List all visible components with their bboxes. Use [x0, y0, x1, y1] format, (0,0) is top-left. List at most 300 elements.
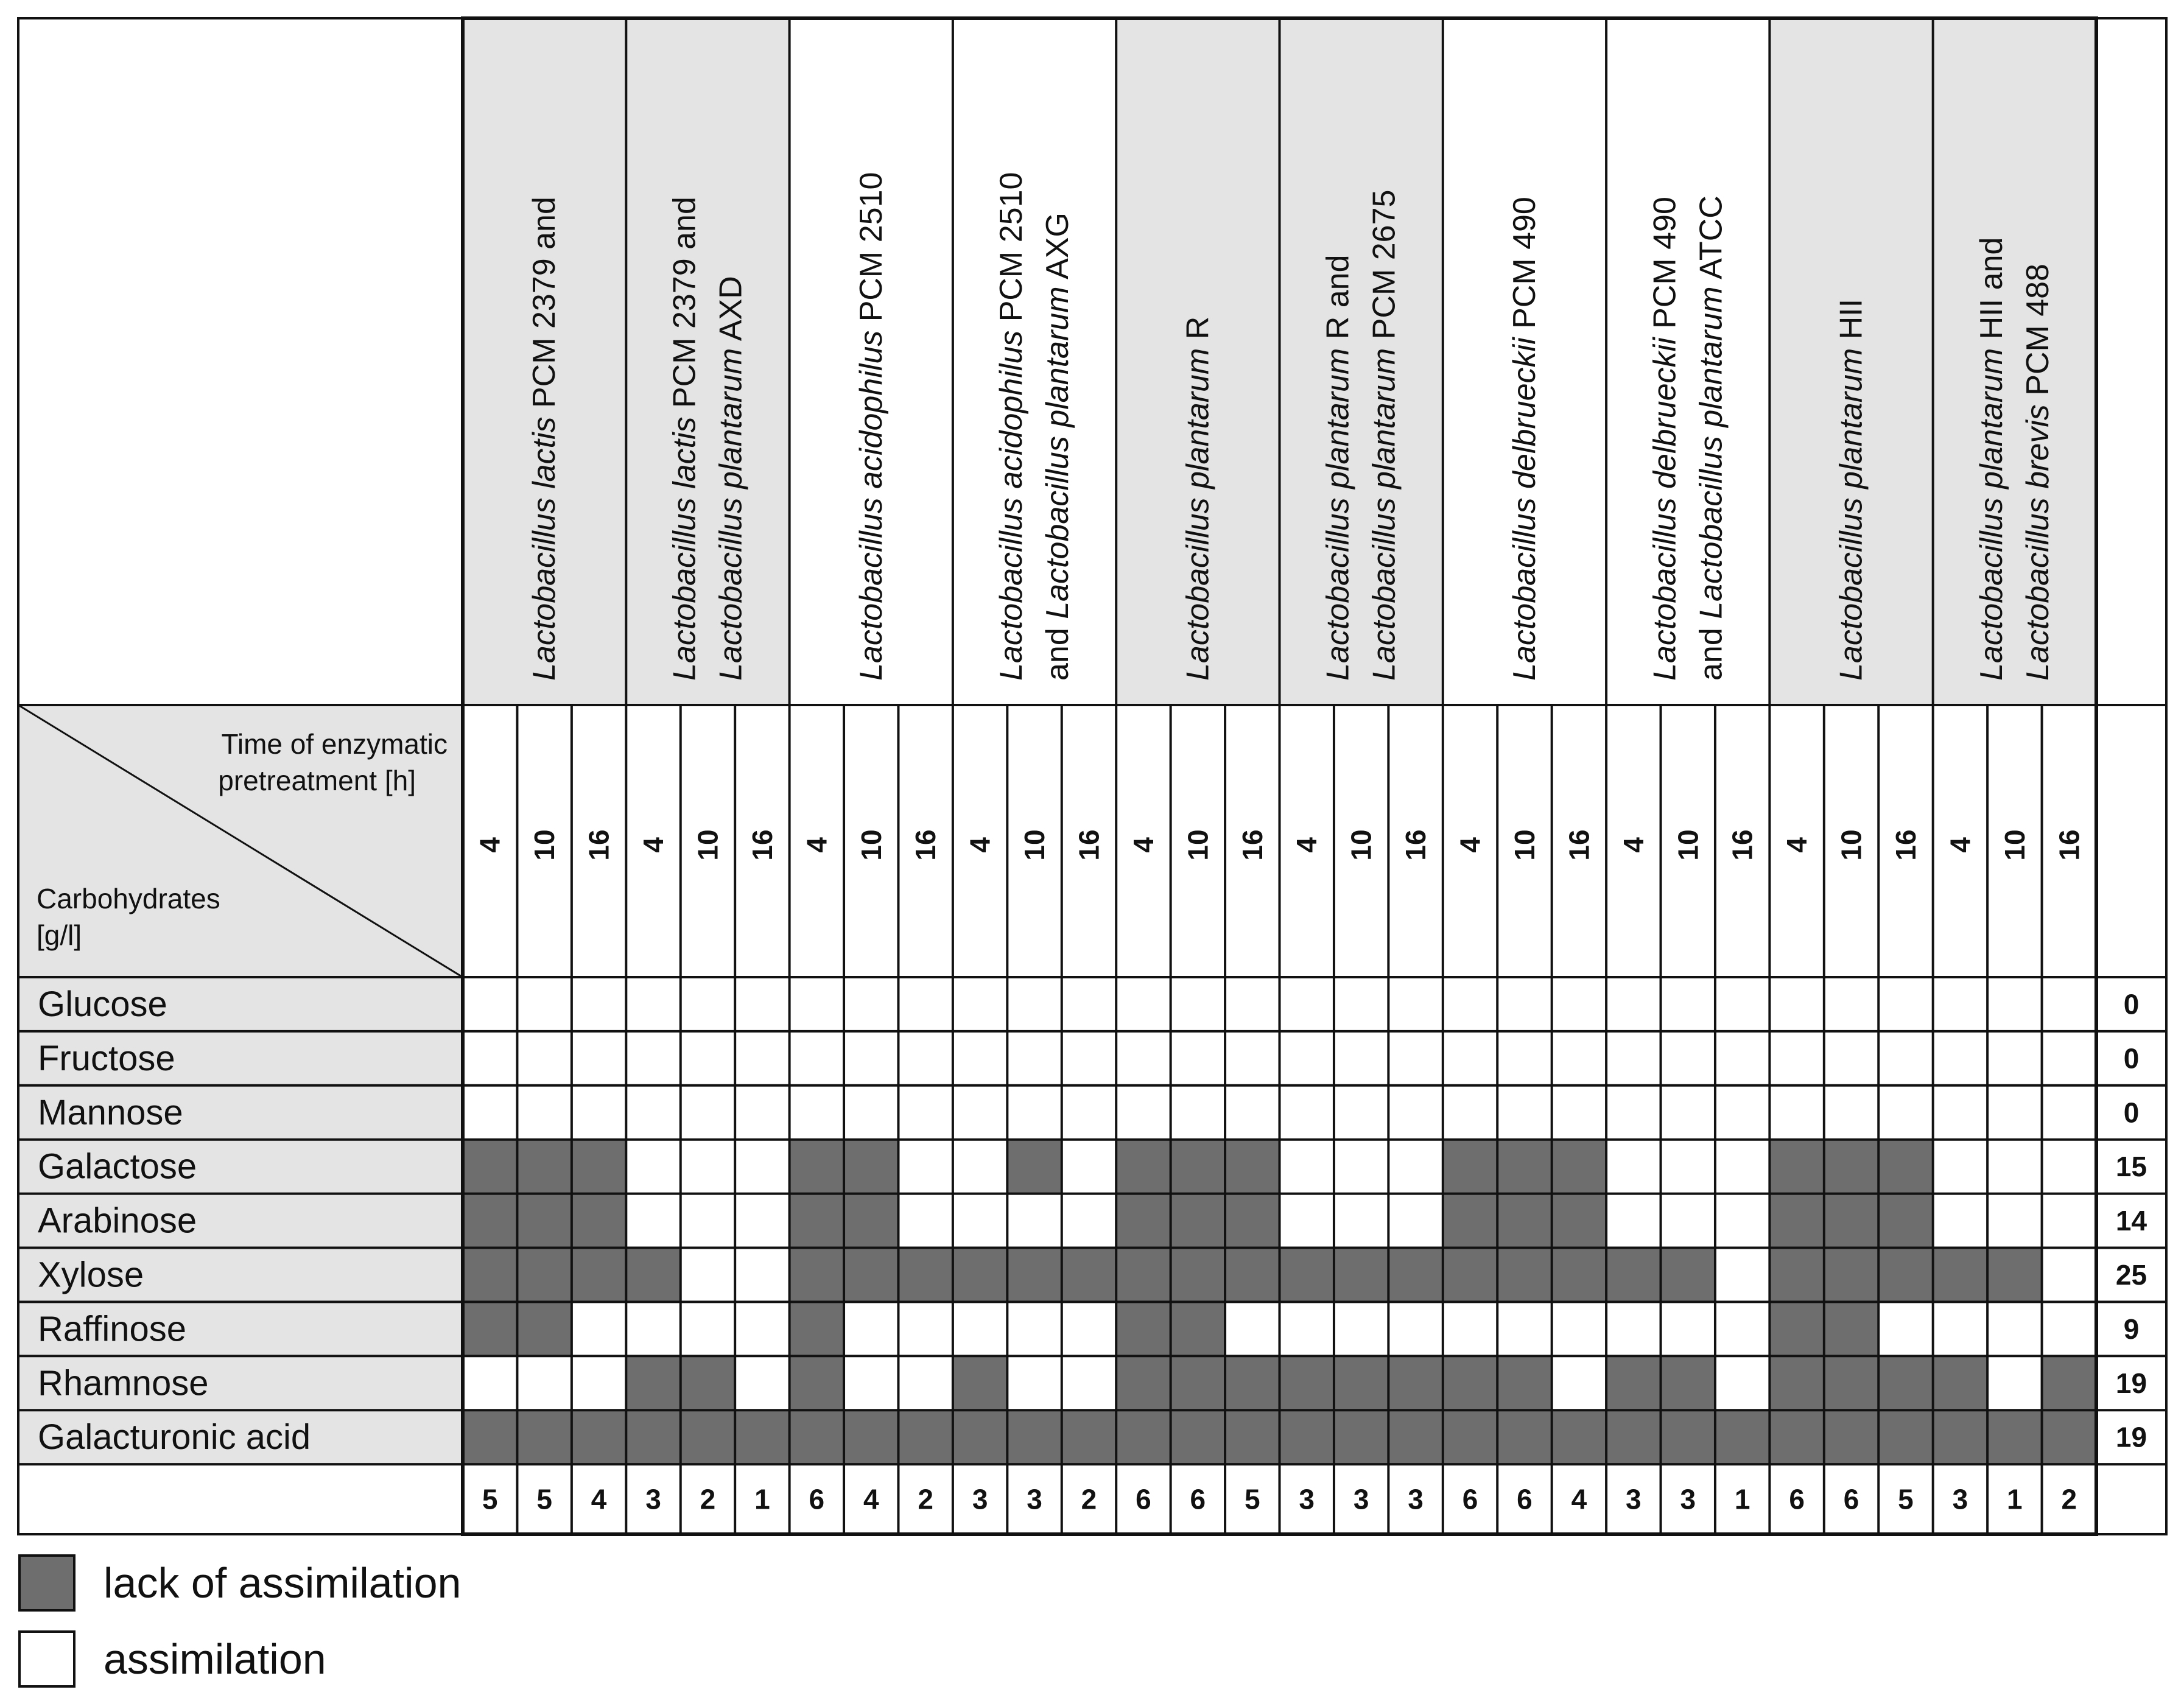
cell-lack-of-assimilation	[1878, 1248, 1933, 1302]
time-label: 10	[1019, 829, 1051, 861]
cell-lack-of-assimilation	[1280, 1410, 1334, 1464]
cell-lack-of-assimilation	[1824, 1356, 1878, 1410]
cell-lack-of-assimilation	[626, 1356, 680, 1410]
cell-lack-of-assimilation	[1661, 1248, 1715, 1302]
cell-lack-of-assimilation	[1225, 1356, 1279, 1410]
cell-lack-of-assimilation	[1334, 1410, 1388, 1464]
column-total: 2	[918, 1483, 933, 1515]
cell-assimilation	[1443, 977, 1497, 1031]
cell-assimilation	[2042, 1086, 2096, 1140]
cell-assimilation	[1824, 1086, 1878, 1140]
cell-assimilation	[1933, 1086, 1987, 1140]
strain-label: Lactobacillus plantarum AXD	[713, 276, 749, 681]
cell-lack-of-assimilation	[1606, 1248, 1660, 1302]
cell-lack-of-assimilation	[1497, 1140, 1551, 1194]
cell-assimilation	[1388, 1140, 1442, 1194]
cell-lack-of-assimilation	[898, 1410, 952, 1464]
cell-assimilation	[1933, 1302, 1987, 1356]
cell-lack-of-assimilation	[517, 1140, 571, 1194]
column-total: 2	[700, 1483, 716, 1515]
cell-assimilation	[1497, 1302, 1551, 1356]
legend-swatch	[19, 1632, 74, 1686]
cell-assimilation	[1987, 977, 2042, 1031]
cell-lack-of-assimilation	[463, 1248, 517, 1302]
column-total: 6	[1462, 1483, 1478, 1515]
time-label: 4	[1127, 837, 1159, 853]
time-label: 10	[692, 829, 724, 861]
cell-assimilation	[735, 1031, 789, 1086]
cell-assimilation	[1497, 1086, 1551, 1140]
cell-lack-of-assimilation	[1388, 1410, 1442, 1464]
cell-assimilation	[953, 1194, 1007, 1248]
cell-assimilation	[1987, 1302, 2042, 1356]
column-total: 1	[1734, 1483, 1750, 1515]
time-label: 16	[2053, 829, 2085, 861]
cell-assimilation	[790, 1031, 844, 1086]
cell-lack-of-assimilation	[1171, 1302, 1225, 1356]
carbohydrate-label: Galacturonic acid	[38, 1417, 311, 1458]
cell-lack-of-assimilation	[1116, 1356, 1170, 1410]
column-total: 4	[863, 1483, 879, 1515]
cell-assimilation	[1606, 977, 1660, 1031]
cell-assimilation	[1171, 1031, 1225, 1086]
cell-assimilation	[953, 1031, 1007, 1086]
cell-lack-of-assimilation	[2042, 1410, 2096, 1464]
cell-lack-of-assimilation	[1769, 1410, 1824, 1464]
cell-assimilation	[1280, 1302, 1334, 1356]
strain-label: Lactobacillus plantarum R and	[1320, 254, 1356, 681]
cell-assimilation	[517, 1356, 571, 1410]
time-label: 4	[964, 837, 996, 853]
carbohydrates-axis-label: [g/l]	[37, 919, 82, 951]
cell-lack-of-assimilation	[463, 1302, 517, 1356]
cell-assimilation	[1987, 1031, 2042, 1086]
cell-assimilation	[1715, 1086, 1769, 1140]
strain-label: Lactobacillus plantarum PCM 2675	[1366, 189, 1402, 681]
strain-label: Lactobacillus lactis PCM 2379 and	[527, 197, 563, 681]
cell-assimilation	[1062, 1194, 1116, 1248]
cell-lack-of-assimilation	[1824, 1140, 1878, 1194]
column-total: 5	[536, 1483, 552, 1515]
carbohydrate-label: Mannose	[38, 1092, 183, 1132]
cell-lack-of-assimilation	[681, 1410, 735, 1464]
cell-assimilation	[898, 977, 952, 1031]
cell-assimilation	[1007, 1031, 1061, 1086]
cell-assimilation	[1552, 1086, 1606, 1140]
cell-assimilation	[517, 977, 571, 1031]
cell-assimilation	[1225, 1086, 1279, 1140]
cell-assimilation	[735, 1194, 789, 1248]
legend-label: lack of assimilation	[104, 1559, 462, 1607]
cell-lack-of-assimilation	[517, 1248, 571, 1302]
cell-assimilation	[681, 1194, 735, 1248]
carbohydrates-axis-label: Carbohydrates	[37, 883, 220, 914]
cell-assimilation	[1116, 1031, 1170, 1086]
cell-lack-of-assimilation	[1769, 1356, 1824, 1410]
cell-lack-of-assimilation	[1552, 1194, 1606, 1248]
cell-lack-of-assimilation	[1007, 1140, 1061, 1194]
cell-lack-of-assimilation	[1171, 1140, 1225, 1194]
cell-assimilation	[1878, 977, 1933, 1031]
column-total: 6	[1190, 1483, 1206, 1515]
cell-assimilation	[1552, 1031, 1606, 1086]
cell-assimilation	[517, 1031, 571, 1086]
cell-assimilation	[2042, 1248, 2096, 1302]
strain-label: Lactobacillus plantarum R	[1180, 316, 1216, 681]
cell-assimilation	[844, 1356, 898, 1410]
time-label: 4	[1781, 837, 1813, 853]
cell-assimilation	[1171, 1086, 1225, 1140]
time-label: 4	[1291, 837, 1323, 853]
cell-assimilation	[1334, 1140, 1388, 1194]
cell-assimilation	[1225, 1302, 1279, 1356]
cell-lack-of-assimilation	[1443, 1410, 1497, 1464]
cell-lack-of-assimilation	[1497, 1410, 1551, 1464]
strain-header-cell	[626, 18, 789, 705]
cell-assimilation	[898, 1356, 952, 1410]
cell-assimilation	[1007, 1086, 1061, 1140]
column-total: 5	[1244, 1483, 1260, 1515]
cell-assimilation	[1552, 1356, 1606, 1410]
cell-lack-of-assimilation	[463, 1410, 517, 1464]
cell-assimilation	[1443, 1086, 1497, 1140]
cell-assimilation	[1933, 1031, 1987, 1086]
cell-lack-of-assimilation	[790, 1248, 844, 1302]
cell-assimilation	[626, 1086, 680, 1140]
cell-lack-of-assimilation	[1062, 1248, 1116, 1302]
cell-lack-of-assimilation	[626, 1248, 680, 1302]
cell-assimilation	[681, 977, 735, 1031]
cell-lack-of-assimilation	[1878, 1194, 1933, 1248]
cell-lack-of-assimilation	[1552, 1140, 1606, 1194]
cell-lack-of-assimilation	[2042, 1356, 2096, 1410]
cell-assimilation	[1007, 1302, 1061, 1356]
cell-assimilation	[1661, 1031, 1715, 1086]
row-total: 14	[2115, 1205, 2147, 1237]
cell-lack-of-assimilation	[1878, 1140, 1933, 1194]
cell-lack-of-assimilation	[1933, 1356, 1987, 1410]
cell-assimilation	[1606, 1302, 1660, 1356]
strain-label: Lactobacillus delbrueckii PCM 490	[1506, 197, 1542, 681]
column-total: 6	[1517, 1483, 1533, 1515]
cell-assimilation	[1552, 1302, 1606, 1356]
cell-assimilation	[2042, 1140, 2096, 1194]
cell-lack-of-assimilation	[517, 1410, 571, 1464]
cell-assimilation	[1062, 1356, 1116, 1410]
cell-lack-of-assimilation	[790, 1302, 844, 1356]
time-label: 10	[1508, 829, 1540, 861]
cell-assimilation	[2042, 1031, 2096, 1086]
cell-lack-of-assimilation	[1225, 1140, 1279, 1194]
cell-lack-of-assimilation	[1497, 1356, 1551, 1410]
time-label: 16	[1073, 829, 1105, 861]
cell-assimilation	[844, 1086, 898, 1140]
cell-assimilation	[1878, 1086, 1933, 1140]
cell-assimilation	[572, 1356, 626, 1410]
cell-lack-of-assimilation	[844, 1248, 898, 1302]
column-total: 4	[1571, 1483, 1587, 1515]
time-label: 10	[855, 829, 887, 861]
cell-assimilation	[1116, 1086, 1170, 1140]
cell-assimilation	[1606, 1194, 1660, 1248]
cell-assimilation	[572, 1086, 626, 1140]
cell-assimilation	[1388, 1031, 1442, 1086]
column-total: 3	[1626, 1483, 1642, 1515]
cell-assimilation	[681, 1031, 735, 1086]
cell-lack-of-assimilation	[953, 1410, 1007, 1464]
cell-assimilation	[1280, 977, 1334, 1031]
column-total: 3	[1680, 1483, 1696, 1515]
cell-lack-of-assimilation	[1769, 1194, 1824, 1248]
column-total: 3	[645, 1483, 661, 1515]
cell-assimilation	[463, 1086, 517, 1140]
cell-assimilation	[1715, 977, 1769, 1031]
cell-assimilation	[1987, 1140, 2042, 1194]
cell-assimilation	[953, 977, 1007, 1031]
cell-lack-of-assimilation	[1769, 1140, 1824, 1194]
column-total: 6	[1789, 1483, 1805, 1515]
cell-lack-of-assimilation	[1987, 1410, 2042, 1464]
strain-label: Lactobacillus brevis PCM 488	[2020, 264, 2056, 681]
cell-lack-of-assimilation	[790, 1356, 844, 1410]
time-label: 10	[1182, 829, 1214, 861]
cell-assimilation	[1878, 1031, 1933, 1086]
cell-lack-of-assimilation	[1824, 1302, 1878, 1356]
cell-assimilation	[626, 1194, 680, 1248]
cell-lack-of-assimilation	[1933, 1248, 1987, 1302]
cell-lack-of-assimilation	[953, 1356, 1007, 1410]
row-total: 9	[2123, 1313, 2140, 1345]
cell-lack-of-assimilation	[1443, 1140, 1497, 1194]
cell-lack-of-assimilation	[1225, 1194, 1279, 1248]
cell-assimilation	[1334, 1086, 1388, 1140]
legend-swatch	[19, 1556, 74, 1610]
cell-lack-of-assimilation	[1661, 1410, 1715, 1464]
column-total: 6	[1136, 1483, 1151, 1515]
cell-assimilation	[463, 977, 517, 1031]
cell-lack-of-assimilation	[844, 1410, 898, 1464]
strain-label: Lactobacillus plantarum HII	[1833, 298, 1869, 681]
cell-assimilation	[1715, 1356, 1769, 1410]
cell-lack-of-assimilation	[790, 1140, 844, 1194]
cell-lack-of-assimilation	[1443, 1194, 1497, 1248]
cell-assimilation	[790, 1086, 844, 1140]
column-total: 1	[2007, 1483, 2023, 1515]
cell-assimilation	[626, 1031, 680, 1086]
cell-lack-of-assimilation	[572, 1248, 626, 1302]
cell-assimilation	[1715, 1031, 1769, 1086]
cell-assimilation	[681, 1248, 735, 1302]
column-total: 3	[1353, 1483, 1369, 1515]
time-label: 10	[1835, 829, 1867, 861]
cell-assimilation	[735, 1140, 789, 1194]
strain-label: Lactobacillus lactis PCM 2379 and	[667, 197, 703, 681]
cell-assimilation	[517, 1086, 571, 1140]
cell-assimilation	[1280, 1031, 1334, 1086]
cell-lack-of-assimilation	[1116, 1410, 1170, 1464]
cell-lack-of-assimilation	[790, 1194, 844, 1248]
strain-header-cell	[1280, 18, 1443, 705]
cell-lack-of-assimilation	[1225, 1410, 1279, 1464]
cell-assimilation	[1443, 1031, 1497, 1086]
cell-assimilation	[626, 1302, 680, 1356]
cell-lack-of-assimilation	[1334, 1356, 1388, 1410]
cell-assimilation	[1987, 1086, 2042, 1140]
time-label: 16	[1236, 829, 1268, 861]
cell-assimilation	[1933, 1194, 1987, 1248]
cell-assimilation	[1388, 977, 1442, 1031]
column-total: 4	[591, 1483, 607, 1515]
time-axis-label: pretreatment [h]	[218, 765, 416, 796]
cell-lack-of-assimilation	[1062, 1410, 1116, 1464]
cell-lack-of-assimilation	[517, 1194, 571, 1248]
time-label: 4	[637, 837, 670, 853]
cell-assimilation	[1497, 977, 1551, 1031]
cell-lack-of-assimilation	[1007, 1410, 1061, 1464]
cell-lack-of-assimilation	[1824, 1248, 1878, 1302]
strain-header-cell	[953, 18, 1116, 705]
cell-assimilation	[1062, 977, 1116, 1031]
cell-assimilation	[1280, 1194, 1334, 1248]
cell-lack-of-assimilation	[735, 1410, 789, 1464]
strain-header-cell	[1606, 18, 1769, 705]
cell-lack-of-assimilation	[1606, 1356, 1660, 1410]
column-total: 1	[754, 1483, 770, 1515]
cell-assimilation	[463, 1356, 517, 1410]
column-total: 5	[1898, 1483, 1914, 1515]
time-label: 10	[528, 829, 561, 861]
cell-assimilation	[898, 1302, 952, 1356]
carbohydrate-label: Raffinose	[38, 1309, 186, 1349]
cell-assimilation	[1280, 1086, 1334, 1140]
cell-assimilation	[735, 1356, 789, 1410]
cell-assimilation	[1878, 1302, 1933, 1356]
cell-assimilation	[2042, 1302, 2096, 1356]
cell-assimilation	[1715, 1248, 1769, 1302]
cell-lack-of-assimilation	[572, 1410, 626, 1464]
strain-header-cell	[1933, 18, 2096, 705]
time-label: 4	[1944, 837, 1976, 853]
strain-label: Lactobacillus delbrueckii PCM 490	[1647, 197, 1683, 681]
cell-assimilation	[953, 1086, 1007, 1140]
carbohydrate-label: Xylose	[38, 1255, 144, 1295]
cell-assimilation	[1933, 977, 1987, 1031]
cell-assimilation	[1715, 1194, 1769, 1248]
cell-assimilation	[1606, 1086, 1660, 1140]
cell-assimilation	[735, 1302, 789, 1356]
carbohydrate-label: Galactose	[38, 1146, 197, 1187]
column-total: 2	[1081, 1483, 1097, 1515]
cell-lack-of-assimilation	[1987, 1248, 2042, 1302]
cell-assimilation	[1334, 1031, 1388, 1086]
cell-assimilation	[1062, 1086, 1116, 1140]
column-total: 3	[972, 1483, 988, 1515]
cell-lack-of-assimilation	[1769, 1248, 1824, 1302]
time-label: 4	[801, 837, 833, 853]
cell-lack-of-assimilation	[1878, 1356, 1933, 1410]
cell-assimilation	[681, 1086, 735, 1140]
cell-assimilation	[790, 977, 844, 1031]
cell-assimilation	[1225, 977, 1279, 1031]
cell-assimilation	[1824, 1031, 1878, 1086]
time-label: 4	[1454, 837, 1486, 853]
cell-assimilation	[626, 977, 680, 1031]
cell-assimilation	[1443, 1302, 1497, 1356]
cell-lack-of-assimilation	[1171, 1410, 1225, 1464]
cell-assimilation	[1007, 977, 1061, 1031]
cell-assimilation	[2042, 1194, 2096, 1248]
time-label: 16	[1889, 829, 1922, 861]
cell-assimilation	[1171, 977, 1225, 1031]
cell-assimilation	[463, 1031, 517, 1086]
cell-assimilation	[1007, 1194, 1061, 1248]
cell-assimilation	[1987, 1356, 2042, 1410]
time-label: 16	[1726, 829, 1758, 861]
cell-assimilation	[1280, 1140, 1334, 1194]
cell-lack-of-assimilation	[626, 1410, 680, 1464]
strain-label: Lactobacillus acidophilus PCM 2510	[853, 172, 889, 681]
cell-assimilation	[1769, 977, 1824, 1031]
legend-label: assimilation	[104, 1635, 326, 1683]
column-total: 3	[1027, 1483, 1042, 1515]
row-total: 0	[2123, 1096, 2140, 1129]
cell-lack-of-assimilation	[1116, 1194, 1170, 1248]
cell-assimilation	[1769, 1031, 1824, 1086]
cell-assimilation	[1715, 1140, 1769, 1194]
cell-assimilation	[898, 1140, 952, 1194]
cell-lack-of-assimilation	[517, 1302, 571, 1356]
cell-lack-of-assimilation	[681, 1356, 735, 1410]
time-label: 16	[746, 829, 778, 861]
strain-label: and Lactobacillus plantarum ATCC	[1693, 195, 1729, 681]
cell-assimilation	[1606, 1140, 1660, 1194]
cell-lack-of-assimilation	[1497, 1248, 1551, 1302]
column-total: 6	[809, 1483, 825, 1515]
cell-assimilation	[572, 977, 626, 1031]
carbohydrate-label: Fructose	[38, 1038, 175, 1078]
cell-lack-of-assimilation	[1280, 1356, 1334, 1410]
cell-assimilation	[1769, 1086, 1824, 1140]
cell-lack-of-assimilation	[1443, 1356, 1497, 1410]
time-label: 16	[1563, 829, 1595, 861]
cell-lack-of-assimilation	[1824, 1410, 1878, 1464]
time-label: 10	[1672, 829, 1704, 861]
cell-lack-of-assimilation	[1171, 1248, 1225, 1302]
row-total: 0	[2123, 1042, 2140, 1075]
cell-lack-of-assimilation	[1116, 1140, 1170, 1194]
cell-assimilation	[953, 1302, 1007, 1356]
cell-lack-of-assimilation	[463, 1140, 517, 1194]
cell-assimilation	[1552, 977, 1606, 1031]
strain-label: and Lactobacillus plantarum AXG	[1040, 212, 1076, 681]
cell-lack-of-assimilation	[1715, 1410, 1769, 1464]
cell-lack-of-assimilation	[463, 1194, 517, 1248]
cell-assimilation	[844, 1302, 898, 1356]
time-label: 10	[1345, 829, 1377, 861]
cell-lack-of-assimilation	[790, 1410, 844, 1464]
time-label: 4	[474, 837, 506, 853]
cell-assimilation	[681, 1140, 735, 1194]
carbohydrate-label: Glucose	[38, 984, 167, 1024]
cell-assimilation	[735, 1086, 789, 1140]
cell-assimilation	[1606, 1031, 1660, 1086]
cell-assimilation	[1334, 1302, 1388, 1356]
cell-lack-of-assimilation	[1497, 1194, 1551, 1248]
cell-lack-of-assimilation	[1878, 1410, 1933, 1464]
cell-assimilation	[1334, 977, 1388, 1031]
row-total: 0	[2123, 988, 2140, 1020]
row-total: 19	[2115, 1421, 2147, 1453]
